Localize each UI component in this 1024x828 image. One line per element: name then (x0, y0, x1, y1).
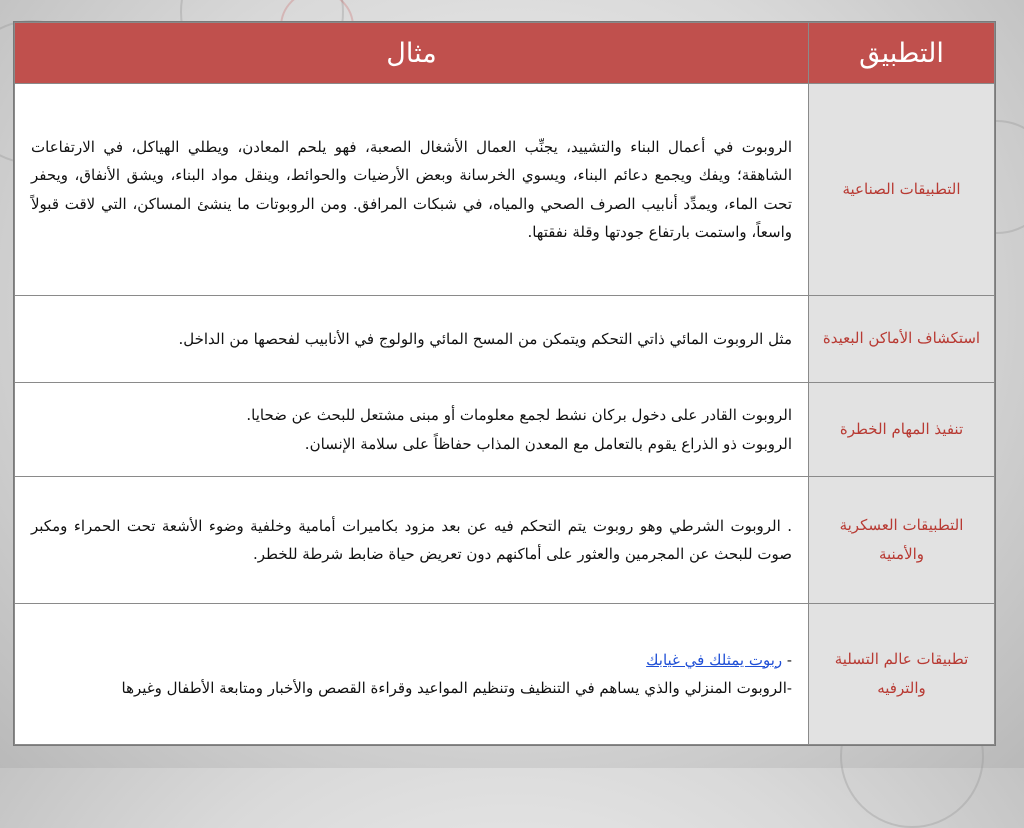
example-paragraph: الروبوت في أعمال البناء والتشييد، يجنِّب العمال الأشغال الصعبة، فهو يلحم المعادن، ويطلي الهياكل، في الارتفاعات الشاهقة؛ ويفك ويجمع دعائم البناء، ويسوي الخرسانة وبعض الأرضيات والحوائط، وينقل مواد البناء، ويشق الأنفاق، ويحفر تحت الماء، ويمدِّد أنابيب الصرف الصحي والمياه، في شبكات المرافق. ومن الروبوتات ما ينشئ المساكن، التي لاقت قبولاً واسعاً، واستمت بارتفاع جودتها وقلة نفقتها. (31, 137, 792, 241)
table-row (15, 477, 995, 604)
row-example-text (15, 477, 809, 604)
row-application-label: استكشاف الأماكن البعيدة (809, 296, 995, 383)
link-prefix: - (782, 650, 792, 669)
table-header-row (15, 23, 995, 84)
row-example-text (15, 604, 809, 745)
example-line: الروبوت ذو الذراع يقوم بالتعامل مع المعدن المذاب حفاظاً على سلامة الإنسان. (304, 434, 792, 453)
example-line: -الروبوت المنزلي والذي يساهم في التنظيف وتنظيم المواعيد وقراءة القصص والأخبار ومتابعة الأطفال وغيرها (121, 679, 792, 697)
robot-proxy-link[interactable]: ربوت يمثلك في غيابك (646, 650, 783, 669)
row-example-text (15, 296, 809, 383)
row-example-text (15, 383, 809, 477)
table-row (15, 296, 995, 383)
row-application-label: تطبيقات عالم التسلية والترفيه (809, 604, 995, 745)
row-application-label: تنفيذ المهام الخطرة (809, 383, 995, 477)
example-paragraph: . الروبوت الشرطي وهو روبوت يتم التحكم فيه عن بعد مزود بكاميرات أمامية وخلفية وضوء الأشعة تحت الحمراء ومكبر صوت للبحث عن المجرمين والعثور على أماكنهم دون تعريض حياة ضابط شرطة للخطر. (31, 516, 792, 563)
header-example: مثال (15, 23, 809, 84)
table-row (15, 84, 995, 296)
example-paragraph: مثل الروبوت المائي ذاتي التحكم ويتمكن من المسح المائي والولوج في الأنابيب لفحصها من الداخل. (178, 329, 792, 348)
table-row (15, 383, 995, 477)
row-application-label: التطبيقات العسكرية والأمنية (809, 477, 995, 604)
table-row (15, 604, 995, 745)
example-line: الروبوت القادر على دخول بركان نشط لجمع معلومات أو مبنى مشتعل للبحث عن ضحايا. (246, 406, 792, 424)
row-application-label: التطبيقات الصناعية (809, 84, 995, 296)
row-example-text (15, 84, 809, 296)
example-line (31, 646, 792, 675)
header-application: التطبيق (809, 23, 995, 84)
applications-table (14, 22, 995, 745)
